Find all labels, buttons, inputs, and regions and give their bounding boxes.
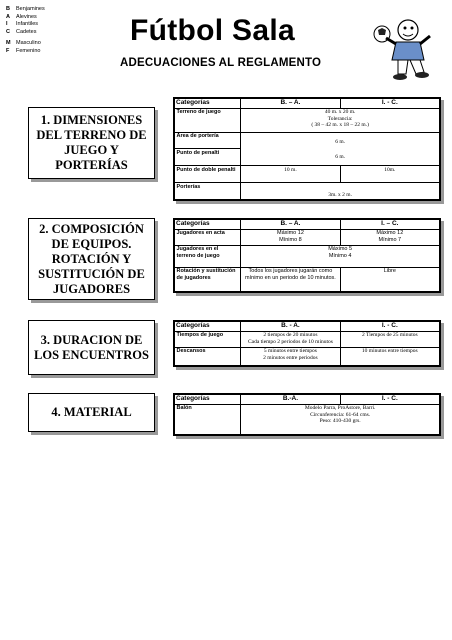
legend-key: B bbox=[6, 6, 10, 12]
legend-label: Benjamines bbox=[16, 6, 45, 12]
legend-label: Masculino bbox=[16, 40, 41, 47]
header-ic: I. - C. bbox=[340, 395, 439, 405]
legend-key: A bbox=[6, 13, 10, 20]
header-ba: B. – A. bbox=[241, 220, 340, 230]
legend-item bbox=[6, 29, 45, 37]
header-ba: B. – A. bbox=[241, 99, 340, 109]
section-4-heading-box bbox=[28, 393, 155, 432]
row-value: Máximo 12 Mínimo 8 bbox=[241, 229, 340, 245]
header-categorias: Categorías bbox=[175, 322, 241, 332]
legend-label: Alevines bbox=[16, 13, 37, 20]
legend-key: C bbox=[6, 28, 10, 35]
row-value: Máximo 12 Mínimo 7 bbox=[340, 229, 439, 245]
section-1-heading-box bbox=[28, 107, 155, 179]
legend-key: I bbox=[6, 21, 8, 28]
header-ba: B. - A. bbox=[241, 322, 340, 332]
row-value: 2 tiempos de 20 minutos Cada tiempo 2 periodos de 10 minutos bbox=[241, 331, 340, 347]
legend-key: M bbox=[6, 40, 11, 47]
section-2-heading-box bbox=[28, 218, 155, 300]
header-ba: B.-A. bbox=[241, 395, 340, 405]
row-value: 10 m. bbox=[241, 166, 340, 183]
row-label: Jugadores en acta bbox=[175, 229, 241, 245]
row-label: Descansos bbox=[175, 347, 241, 365]
row-value: Libre bbox=[340, 267, 439, 291]
header-ic: I. - C. bbox=[340, 99, 439, 109]
legend-item bbox=[6, 21, 45, 29]
header-ic: I. - C. bbox=[340, 322, 439, 332]
section-4-table bbox=[173, 393, 441, 436]
row-label: Jugadores en el terreno de juego bbox=[175, 245, 241, 267]
legend-label: Infantiles bbox=[16, 21, 39, 28]
row-label: Terreno de juego bbox=[175, 108, 241, 132]
row-label: Rotación y sustitución de jugadores bbox=[175, 267, 241, 291]
row-label: Punto de penalti bbox=[175, 149, 241, 166]
row-value: 3m. x 2 m. bbox=[241, 183, 440, 200]
page-title: Fútbol Sala bbox=[130, 14, 295, 47]
header-categorias: Categorías bbox=[175, 395, 241, 405]
row-label: Punto de doble penalti bbox=[175, 166, 241, 183]
legend-label: Cadetes bbox=[16, 28, 37, 35]
header-categorias: Categorías bbox=[175, 99, 241, 109]
row-value: 10m. bbox=[340, 166, 439, 183]
row-value: 40 m. x 20 m. Tolerancia: ( 38 – 42 m. x 18 – 22 m.) bbox=[241, 108, 440, 132]
legend-item bbox=[6, 40, 45, 48]
header-ic: I. – C. bbox=[340, 220, 439, 230]
row-label: Tiempos de juego bbox=[175, 331, 241, 347]
row-value: 2 Tiempos de 25 minutos bbox=[340, 331, 439, 347]
legend-key: F bbox=[6, 47, 10, 54]
section-1-table bbox=[173, 97, 441, 201]
category-legend bbox=[6, 6, 45, 56]
section-2-table bbox=[173, 218, 441, 293]
header-categorias: Categorías bbox=[175, 220, 241, 230]
legend-item bbox=[6, 6, 45, 14]
page-subtitle: ADECUACIONES AL REGLAMENTO bbox=[120, 57, 322, 69]
row-value: Modelo Parra, ProAstore, Barri. Circunferencia: 61-64 cms. Peso: 410-430 grs. bbox=[241, 404, 440, 434]
row-value: Todos los jugadores jugarán como mínimo en un periodo de 10 minutos. bbox=[241, 267, 340, 291]
section-3-heading-box bbox=[28, 320, 155, 375]
soccer-mascot-icon bbox=[368, 14, 438, 84]
section-3-table bbox=[173, 320, 441, 367]
row-label: Porterías bbox=[175, 183, 241, 200]
row-value: 5 minutos entre tiempos 2 minutos entre periodos bbox=[241, 347, 340, 365]
legend-item bbox=[6, 14, 45, 22]
section-4-heading: 4. MATERIAL bbox=[51, 405, 132, 419]
section-1-heading: 1. DIMENSIONES DEL TERRENO DE JUEGO Y PORTERÍAS bbox=[36, 113, 147, 172]
legend-label: Femenino bbox=[16, 47, 41, 54]
row-label: Balón bbox=[175, 404, 241, 434]
row-value-area-porteria: 6 m. 6 m. bbox=[241, 132, 440, 166]
row-label: Área de portería bbox=[175, 132, 241, 149]
legend-item bbox=[6, 48, 45, 56]
section-3-heading: 3. DURACION DE LOS ENCUENTROS bbox=[34, 332, 149, 362]
row-value: Máximo 5 Mínimo 4 bbox=[241, 245, 440, 267]
section-2-heading: 2. COMPOSICIÓN DE EQUIPOS. ROTACIÓN Y SUSTITUCIÓN DE JUGADORES bbox=[38, 221, 145, 296]
row-value: 10 minutos entre tiempos bbox=[340, 347, 439, 365]
